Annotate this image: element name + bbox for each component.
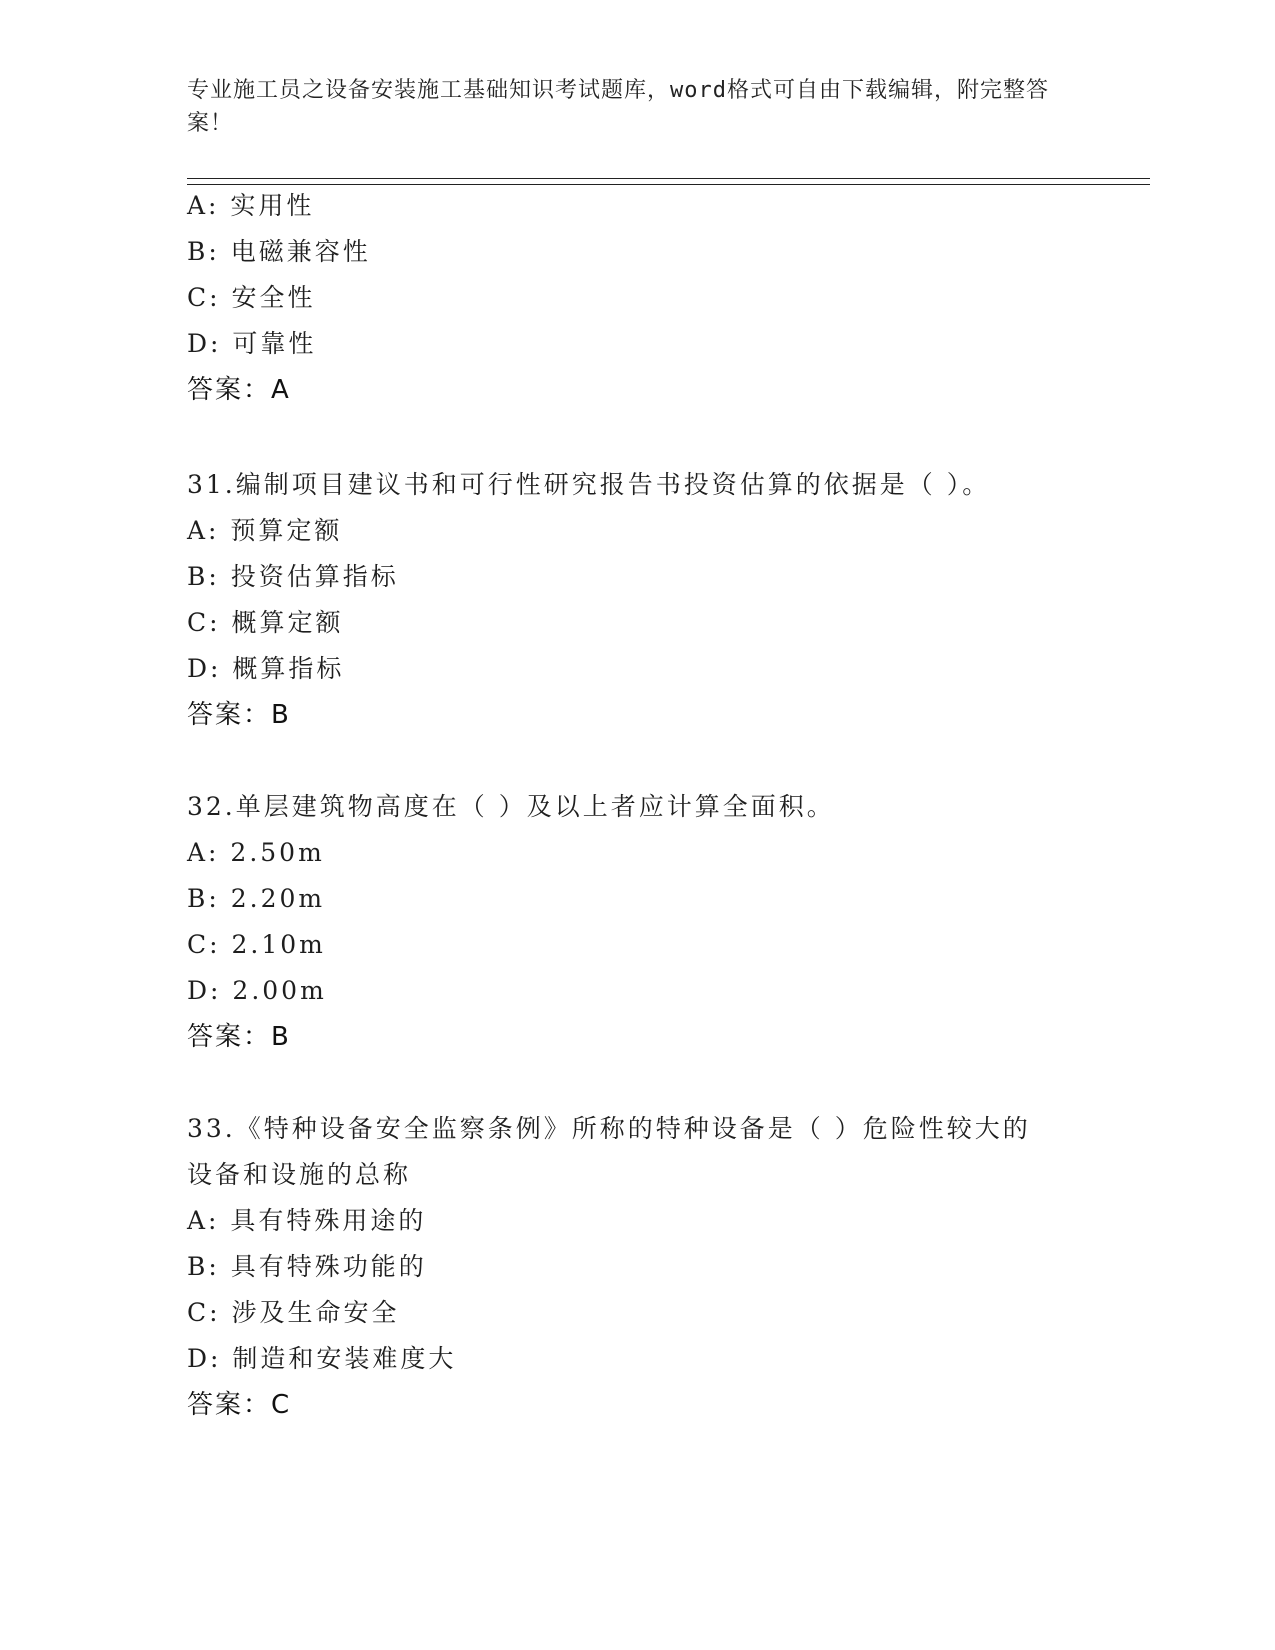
- option-b: B: 具有特殊功能的: [187, 1252, 427, 1281]
- answer: 答案：B: [187, 1022, 291, 1052]
- option-d: D: 可靠性: [187, 329, 317, 358]
- option-d: D: 制造和安装难度大: [187, 1344, 457, 1373]
- option-b: B: 投资估算指标: [187, 562, 399, 591]
- answer: 答案：B: [187, 700, 291, 730]
- option-d: D: 概算指标: [187, 654, 345, 683]
- answer: 答案：A: [187, 375, 291, 405]
- option-a: A: 预算定额: [187, 516, 343, 545]
- option-c: C: 安全性: [187, 283, 316, 312]
- option-b: B: 2.20m: [187, 884, 326, 913]
- option-b: B: 电磁兼容性: [187, 237, 371, 266]
- answer: 答案：C: [187, 1390, 292, 1420]
- option-d: D: 2.00m: [187, 976, 327, 1005]
- question-stem: 32.单层建筑物高度在（ ）及以上者应计算全面积。: [187, 792, 835, 821]
- option-c: C: 2.10m: [187, 930, 326, 959]
- option-a: A: 实用性: [187, 191, 315, 220]
- question-32: [187, 784, 1147, 1060]
- question-31: [187, 462, 1147, 738]
- question-30: [187, 183, 1147, 413]
- option-c: C: 涉及生命安全: [187, 1298, 400, 1327]
- question-stem: 31.编制项目建议书和可行性研究报告书投资估算的依据是（ ）。: [187, 470, 991, 499]
- question-stem: 33.《特种设备安全监察条例》所称的特种设备是（ ）危险性较大的设备和设施的总称: [187, 1114, 1031, 1189]
- option-a: A: 具有特殊用途的: [187, 1206, 427, 1235]
- option-c: C: 概算定额: [187, 608, 344, 637]
- document-header: 专业施工员之设备安装施工基础知识考试题库，word格式可自由下载编辑，附完整答案！: [187, 78, 1049, 136]
- question-33: [187, 1106, 1147, 1428]
- option-a: A: 2.50m: [187, 838, 325, 867]
